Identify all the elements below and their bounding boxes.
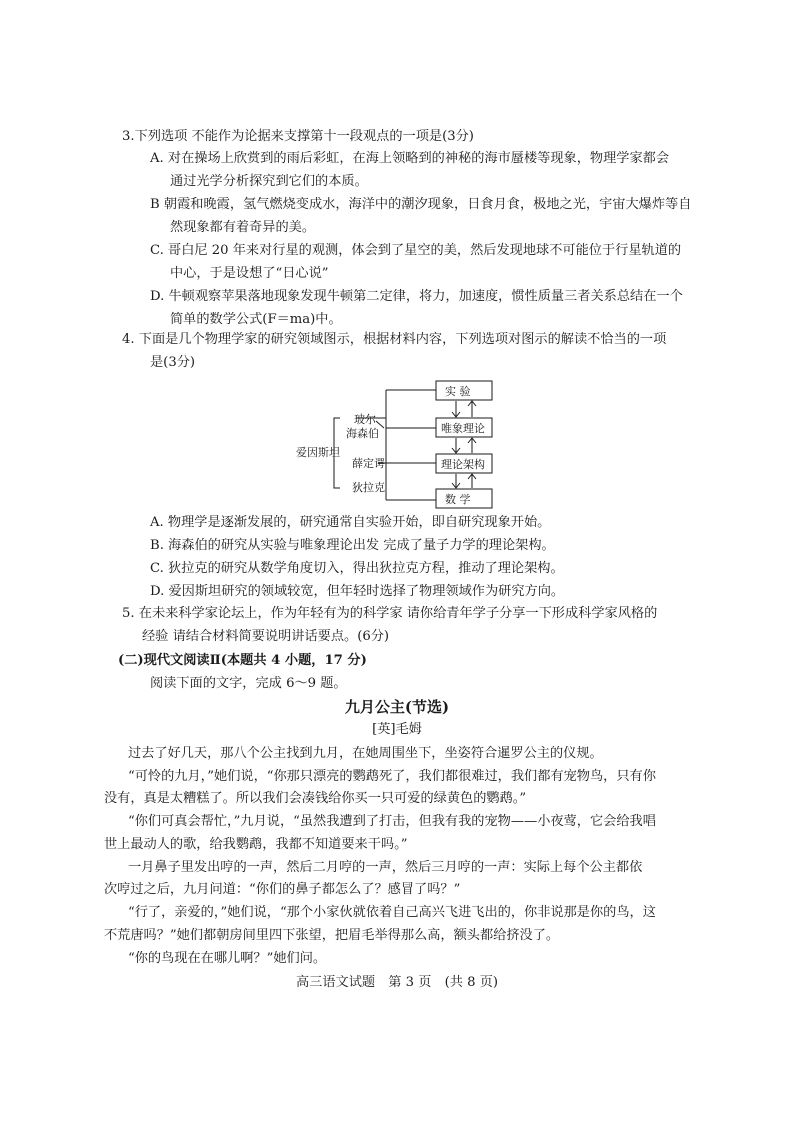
section-heading: (二)现代文阅读Ⅱ(本题共 4 小题，17 分) [118,653,367,668]
q3-option-b-cont: 然现象都有着奇异的美。 [170,220,316,235]
diagram-name-bohr: 玻尔 [354,413,376,426]
passage-paragraph-5-cont: 不荒唐吗？”她们都朝房间里四下张望，把眉毛举得那么高，额头都给挤没了。 [104,928,560,943]
box-phenomenology [436,418,492,437]
q3-option-d: D. 牛顿观察苹果落地现象发现牛顿第二定律，将力，加速度，惯性质量三者关系总结在一个 [150,289,683,304]
left-bracket [334,418,340,488]
arrow-down-1 [452,401,460,417]
q4-stem-cont: 是(3分) [150,355,196,370]
passage-paragraph-1: 过去了好几天，那八个公主找到九月，在她周围坐下，坐姿符合暹罗公主的仪规。 [128,746,603,761]
q3-option-c-cont: 中心，于是设想了“日心说” [170,266,329,281]
arrow-down-2 [452,438,460,453]
q3-option-a: A. 对在操场上欣赏到的雨后彩虹，在海上领略到的神秘的海市蜃楼等现象，物理学家都会 [150,151,670,166]
passage-paragraph-3: “你们可真会帮忙，”九月说，“虽然我遭到了打击，但我有我的宠物——小夜莺，它会给我唱 [128,814,656,829]
q4-option-a: A. 物理学是逐渐发展的，研究通常自实验开始，即自研究现象开始。 [150,515,551,530]
passage-paragraph-3-cont: 世上最动人的歌，给我鹦鹉，我都不知道要来干吗。” [104,837,408,852]
q3-stem: 3.下列选项 不能作为论据来支撑第十一段观点的一项是(3分) [122,129,474,144]
diagram-name-schrodinger: 薛定谔 [352,457,385,470]
q4-option-d: D. 爱因斯坦研究的领域较宽，但年轻时选择了物理领域作为研究方向。 [150,584,565,599]
box-experiment [436,381,492,400]
q5-stem: 5. 在未来科学家论坛上，作为年轻有为的科学家 请你给青年学子分享一下形成科学家风格的 [122,606,658,621]
passage-paragraph-6: “你的鸟现在在哪儿啊？”她们问。 [128,951,327,966]
passage-paragraph-4: 一月鼻子里发出哼的一声，然后二月哼的一声，然后三月哼的一声：实际上每个公主都依 [128,860,643,875]
q3-option-d-cont: 简单的数学公式(F＝ma)中。 [170,312,342,327]
q4-stem: 4. 下面是几个物理学家的研究领域图示，根据材料内容，下列选项对图示的解读不恰当的一项 [122,332,667,347]
q4-option-c: C. 狄拉克的研究从数学角度切入，得出狄拉克方程，推动了理论架构。 [150,561,564,576]
diagram-einstein: 爱因斯坦 [296,446,340,459]
q5-stem-cont: 经验 请结合材料简要说明讲话要点。(6分) [142,629,390,644]
passage-paragraph-2-cont: 没有，真是太糟糕了。所以我们会凑钱给你买一只可爱的绿黄色的鹦鹉。” [104,791,527,806]
arrow-up-2 [468,438,476,453]
diagram-name-dirac: 狄拉克 [352,481,385,494]
arrow-down-3 [452,474,460,488]
q3-option-a-cont: 通过光学分析探究到它们的本质。 [170,174,368,189]
passage-author: [英]毛姆 [372,722,422,737]
passage-paragraph-5: “行了，亲爱的，”她们说，“那个小家伙就依着自己高兴飞进飞出的，你非说那是你的鸟，这 [128,905,656,920]
box-experiment-label: 实 验 [445,385,471,398]
section-instruction: 阅读下面的文字，完成 6～9 题。 [150,676,347,691]
passage-title: 九月公主(节选) [344,698,450,716]
passage-paragraph-4-cont: 次哼过之后，九月问道：“你们的鼻子都怎么了？感冒了吗？” [104,882,461,897]
box-math [436,489,492,508]
box-framework-label: 理论架构 [441,458,485,471]
box-phenomenology-label: 唯象理论 [441,422,485,435]
arrow-up-3 [468,474,476,488]
arrow-up-1 [468,401,476,417]
box-framework [436,454,492,473]
page-footer: 高三语文试题 第 3 页 (共 8 页) [295,975,499,990]
arrow-heisenberg [376,421,384,428]
box-math-label: 数 学 [445,493,471,506]
q3-option-b: B 朝霞和晚霞，氢气燃烧变成水，海洋中的潮汐现象，日食月食，极地之光，宇宙大爆炸等自 [150,197,692,212]
diagram-name-heisenberg: 海森伯 [346,427,379,440]
q3-option-c: C. 哥白尼 20 年来对行星的观测，体会到了星空的美，然后发现地球不可能位于行星轨道的 [150,243,682,258]
passage-paragraph-2: “可怜的九月，”她们说，“你那只漂亮的鹦鹉死了，我们都很难过，我们都有宠物鸟，只有你 [128,769,656,784]
q4-option-b: B. 海森伯的研究从实验与唯象理论出发 完成了量子力学的理论架构。 [150,538,555,553]
